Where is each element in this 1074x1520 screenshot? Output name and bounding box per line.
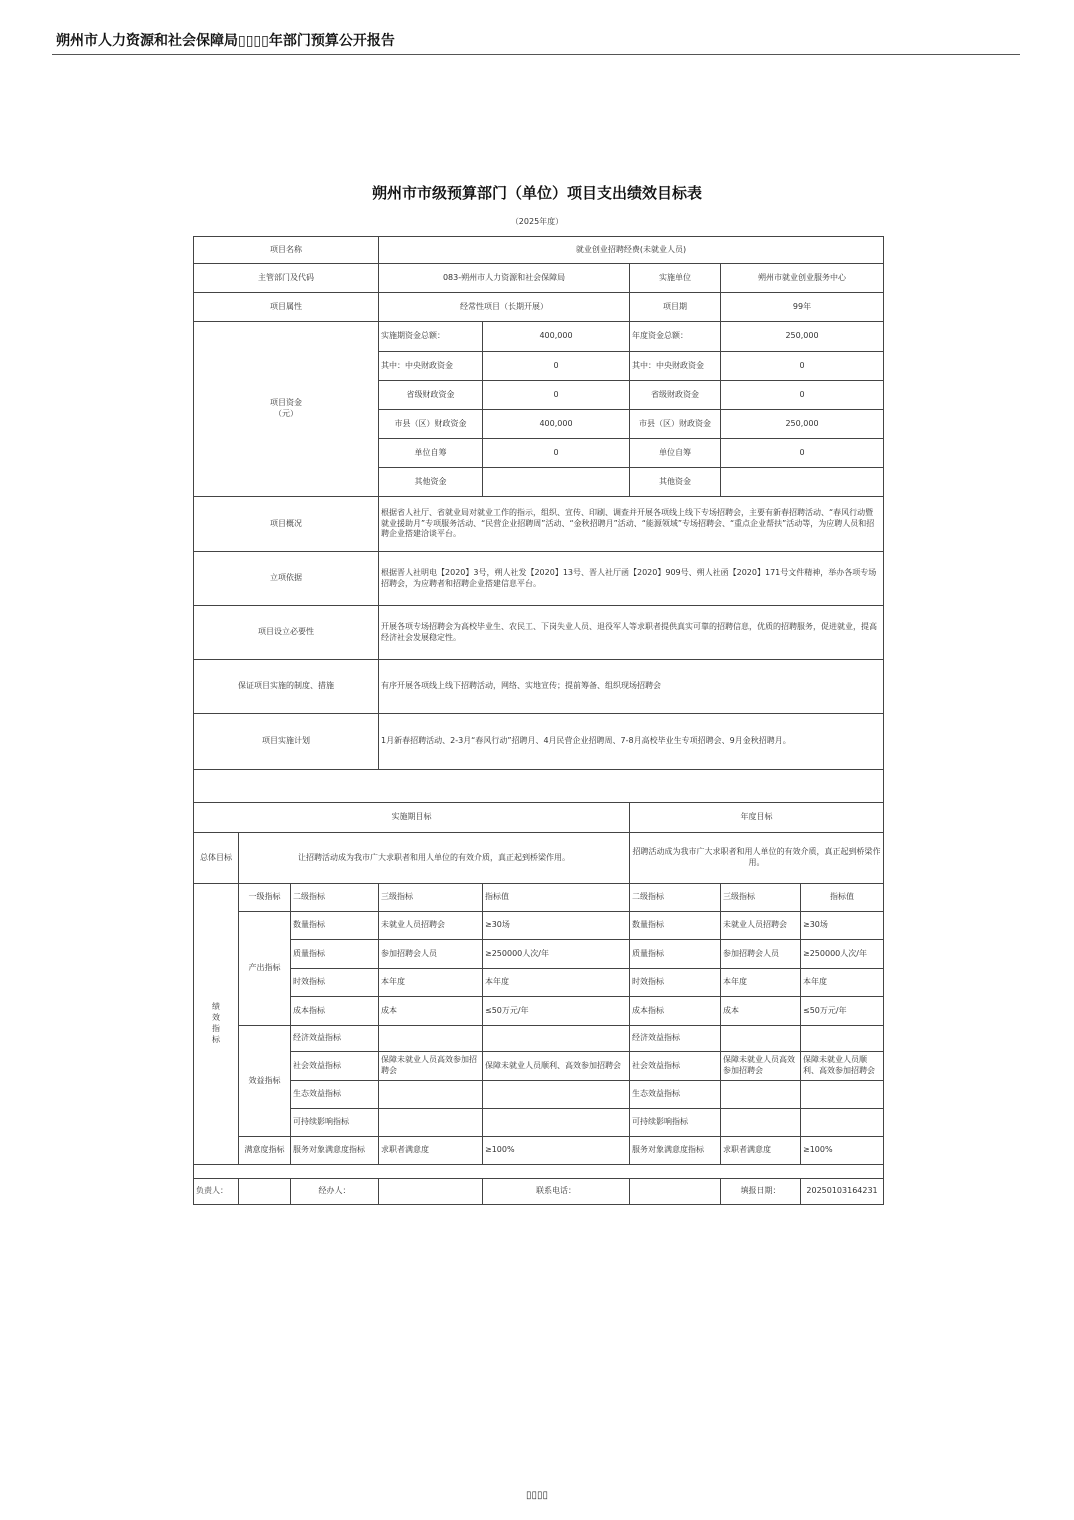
overview-label: 项目概况 xyxy=(194,497,379,552)
perf-level2: 可持续影响指标 xyxy=(291,1109,379,1137)
overview-text: 根据省人社厅、省就业局对就业工作的指示，组织、宣传、印刷、调查并开展各项线上线下专场招聘会，主要有新春招聘活动、“春风行动暨就业援助月”专项服务活动、“民营企业招聘周”活动、“金秋招聘月”活动、“能源领域”专场招聘会、“重点企业帮扶”活动等，为应聘人员和招聘企业搭建洽谈平台。 xyxy=(379,497,884,552)
dept-value: 083-朔州市人力资源和社会保障局 xyxy=(379,264,630,293)
perf-value: ≥30场 xyxy=(483,912,630,940)
perf-label-char: 标 xyxy=(212,1034,220,1044)
funds-label-annual: 单位自筹 xyxy=(630,439,721,468)
benefit-indicator-label: 效益指标 xyxy=(239,1026,291,1137)
perf-row xyxy=(194,1052,884,1081)
head-annual-level3: 三级指标 xyxy=(721,884,801,912)
perf-level3: 本年度 xyxy=(379,969,483,997)
perf-annual-value: ≤50万元/年 xyxy=(801,997,884,1026)
funds-label-impl: 其他资金 xyxy=(379,468,483,497)
perf-annual-level3: 未就业人员招聘会 xyxy=(721,912,801,940)
row-overview xyxy=(194,497,884,552)
satisfaction-indicator-label: 满意度指标 xyxy=(239,1137,291,1165)
perf-level3 xyxy=(379,1081,483,1109)
perf-annual-value xyxy=(801,1109,884,1137)
header-divider xyxy=(52,54,1020,55)
funds-value-impl xyxy=(483,468,630,497)
funds-value-annual: 250,000 xyxy=(721,322,884,352)
perf-annual-level3 xyxy=(721,1109,801,1137)
funds-value-annual: 0 xyxy=(721,381,884,410)
row-plan xyxy=(194,714,884,770)
perf-value: ≥100% xyxy=(483,1137,630,1165)
row-blank-spacer xyxy=(194,770,884,803)
funds-value-annual xyxy=(721,468,884,497)
page-number: ▯▯▯▯ xyxy=(525,1490,548,1501)
plan-label: 项目实施计划 xyxy=(194,714,379,770)
perf-level3: 求职者满意度 xyxy=(379,1137,483,1165)
perf-annual-level3: 保障未就业人员高效参加招聘会 xyxy=(721,1052,801,1081)
perf-row xyxy=(194,997,884,1026)
row-perf-head xyxy=(194,884,884,912)
performance-target-table xyxy=(193,236,884,1205)
funds-label-annual: 其中：中央财政资金 xyxy=(630,352,721,381)
funds-value-impl: 0 xyxy=(483,439,630,468)
dept-label: 主管部门及代码 xyxy=(194,264,379,293)
attr-label: 项目属性 xyxy=(194,293,379,322)
perf-annual-level3: 成本 xyxy=(721,997,801,1026)
perf-level3: 成本 xyxy=(379,997,483,1026)
perf-value: 保障未就业人员顺利、高效参加招聘会 xyxy=(483,1052,630,1081)
perf-annual-value: ≥30场 xyxy=(801,912,884,940)
perf-label-char: 绩 xyxy=(212,1002,220,1012)
impl-unit-value: 朔州市就业创业服务中心 xyxy=(721,264,884,293)
perf-value xyxy=(483,1109,630,1137)
head-level1: 一级指标 xyxy=(239,884,291,912)
perf-level3: 未就业人员招聘会 xyxy=(379,912,483,940)
impl-unit-label: 实施单位 xyxy=(630,264,721,293)
perf-level2: 质量指标 xyxy=(291,940,379,969)
row-department xyxy=(194,264,884,293)
owner-value xyxy=(239,1179,291,1205)
necessity-text: 开展各项专场招聘会为高校毕业生、农民工、下岗失业人员、退役军人等求职者提供真实可靠的招聘信息，优质的招聘服务，促进就业，提高经济社会发展稳定性。 xyxy=(379,606,884,660)
perf-value: ≥250000人次/年 xyxy=(483,940,630,969)
perf-value: 本年度 xyxy=(483,969,630,997)
funds-label-impl: 单位自筹 xyxy=(379,439,483,468)
row-signoff xyxy=(194,1179,884,1205)
row-measures xyxy=(194,660,884,714)
funds-label-impl: 实施期资金总额： xyxy=(379,322,483,352)
perf-annual-value: ≥100% xyxy=(801,1137,884,1165)
perf-row xyxy=(194,1137,884,1165)
blank-cell xyxy=(194,1165,884,1179)
row-basis xyxy=(194,552,884,606)
head-level3: 三级指标 xyxy=(379,884,483,912)
perf-indicator-label xyxy=(194,884,239,1165)
date-label: 填报日期： xyxy=(721,1179,801,1205)
perf-level3 xyxy=(379,1109,483,1137)
measures-text: 有序开展各项线上线下招聘活动，网络、实地宣传；提前筹备、组织现场招聘会 xyxy=(379,660,884,714)
perf-row xyxy=(194,1026,884,1052)
row-project-name xyxy=(194,237,884,264)
impl-goal-label: 实施期目标 xyxy=(194,803,630,833)
funds-label-annual: 年度资金总额： xyxy=(630,322,721,352)
perf-annual-level2: 生态效益指标 xyxy=(630,1081,721,1109)
measures-label: 保证项目实施的制度、措施 xyxy=(194,660,379,714)
funds-value-annual: 250,000 xyxy=(721,410,884,439)
attr-value: 经常性项目（长期开展） xyxy=(379,293,630,322)
row-goal-heads xyxy=(194,803,884,833)
blank-cell xyxy=(194,770,884,803)
perf-annual-level2: 社会效益指标 xyxy=(630,1052,721,1081)
handler-value xyxy=(379,1179,483,1205)
funds-label-line2: （元） xyxy=(274,409,298,418)
row-overall-goal xyxy=(194,833,884,884)
owner-label: 负责人： xyxy=(194,1179,239,1205)
basis-text: 根据晋人社明电【2020】3号，朔人社发【2020】13号、晋人社厅函【2020】909号、朔人社函【2020】171号文件精神，举办各项专场招聘会，为应聘者和招聘企业搭建信息平台。 xyxy=(379,552,884,606)
perf-annual-level3 xyxy=(721,1081,801,1109)
perf-annual-level3: 本年度 xyxy=(721,969,801,997)
perf-level2: 社会效益指标 xyxy=(291,1052,379,1081)
head-value: 指标值 xyxy=(483,884,630,912)
head-annual-value: 指标值 xyxy=(801,884,884,912)
overall-goal-label: 总体目标 xyxy=(194,833,239,884)
perf-annual-value xyxy=(801,1026,884,1052)
perf-annual-level3 xyxy=(721,1026,801,1052)
project-name-label: 项目名称 xyxy=(194,237,379,264)
perf-annual-level2: 时效指标 xyxy=(630,969,721,997)
perf-level2: 成本指标 xyxy=(291,997,379,1026)
perf-level3: 保障未就业人员高效参加招聘会 xyxy=(379,1052,483,1081)
phone-label: 联系电话： xyxy=(483,1179,630,1205)
perf-value xyxy=(483,1026,630,1052)
funds-label-annual: 省级财政资金 xyxy=(630,381,721,410)
perf-row xyxy=(194,1081,884,1109)
perf-label-char: 指 xyxy=(212,1024,220,1033)
date-value: 20250103164231 xyxy=(801,1179,884,1205)
row-funds-0 xyxy=(194,322,884,352)
phone-value xyxy=(630,1179,721,1205)
funds-value-annual: 0 xyxy=(721,439,884,468)
perf-annual-level2: 成本指标 xyxy=(630,997,721,1026)
impl-goal-text: 让招聘活动成为我市广大求职者和用人单位的有效介质，真正起到桥梁作用。 xyxy=(239,833,630,884)
row-necessity xyxy=(194,606,884,660)
perf-value xyxy=(483,1081,630,1109)
handler-label: 经办人： xyxy=(291,1179,379,1205)
perf-level2: 数量指标 xyxy=(291,912,379,940)
annual-goal-label: 年度目标 xyxy=(630,803,884,833)
perf-row xyxy=(194,969,884,997)
perf-level2: 时效指标 xyxy=(291,969,379,997)
funds-value-annual: 0 xyxy=(721,352,884,381)
perf-label-char: 效 xyxy=(212,1013,220,1023)
output-indicator-label: 产出指标 xyxy=(239,912,291,1026)
funds-value-impl: 0 xyxy=(483,381,630,410)
perf-annual-value: 本年度 xyxy=(801,969,884,997)
row-attribute xyxy=(194,293,884,322)
perf-row xyxy=(194,912,884,940)
perf-row xyxy=(194,940,884,969)
funds-value-impl: 0 xyxy=(483,352,630,381)
head-level2: 二级指标 xyxy=(291,884,379,912)
funds-label-impl: 省级财政资金 xyxy=(379,381,483,410)
row-blank-thin xyxy=(194,1165,884,1179)
perf-annual-value: ≥250000人次/年 xyxy=(801,940,884,969)
funds-label-annual: 其他资金 xyxy=(630,468,721,497)
perf-row xyxy=(194,1109,884,1137)
perf-annual-level2: 可持续影响指标 xyxy=(630,1109,721,1137)
perf-level2: 经济效益指标 xyxy=(291,1026,379,1052)
perf-annual-value: 保障未就业人员顺利、高效参加招聘会 xyxy=(801,1052,884,1081)
funds-label-line1: 项目资金 xyxy=(270,398,302,408)
funds-label-annual: 市县（区）财政资金 xyxy=(630,410,721,439)
perf-annual-level2: 质量指标 xyxy=(630,940,721,969)
funds-label-impl: 其中：中央财政资金 xyxy=(379,352,483,381)
perf-annual-level2: 服务对象满意度指标 xyxy=(630,1137,721,1165)
perf-level2: 服务对象满意度指标 xyxy=(291,1137,379,1165)
project-name-value: 就业创业招聘经费(未就业人员) xyxy=(379,237,884,264)
perf-value: ≤50万元/年 xyxy=(483,997,630,1026)
funds-value-impl: 400,000 xyxy=(483,322,630,352)
perf-annual-level3: 参加招聘会人员 xyxy=(721,940,801,969)
funds-label xyxy=(194,322,379,497)
perf-level2: 生态效益指标 xyxy=(291,1081,379,1109)
head-annual-level2: 二级指标 xyxy=(630,884,721,912)
basis-label: 立项依据 xyxy=(194,552,379,606)
annual-goal-text: 招聘活动成为我市广大求职者和用人单位的有效介质，真正起到桥梁作用。 xyxy=(630,833,884,884)
perf-level3: 参加招聘会人员 xyxy=(379,940,483,969)
period-value: 99年 xyxy=(721,293,884,322)
necessity-label: 项目设立必要性 xyxy=(194,606,379,660)
perf-annual-level3: 求职者满意度 xyxy=(721,1137,801,1165)
funds-label-impl: 市县（区）财政资金 xyxy=(379,410,483,439)
perf-level3 xyxy=(379,1026,483,1052)
perf-annual-level2: 数量指标 xyxy=(630,912,721,940)
document-year: （2025年度） xyxy=(510,217,564,226)
document-title: 朔州市市级预算部门（单位）项目支出绩效目标表 xyxy=(371,184,702,202)
perf-annual-level2: 经济效益指标 xyxy=(630,1026,721,1052)
page-header-title: 朔州市人力资源和社会保障局▯▯▯▯年部门预算公开报告 xyxy=(56,33,395,49)
funds-value-impl: 400,000 xyxy=(483,410,630,439)
plan-text: 1月新春招聘活动、2-3月“春风行动”招聘月、4月民营企业招聘周、7-8月高校毕业生专项招聘会、9月金秋招聘月。 xyxy=(379,714,884,770)
period-label: 项目期 xyxy=(630,293,721,322)
perf-annual-value xyxy=(801,1081,884,1109)
